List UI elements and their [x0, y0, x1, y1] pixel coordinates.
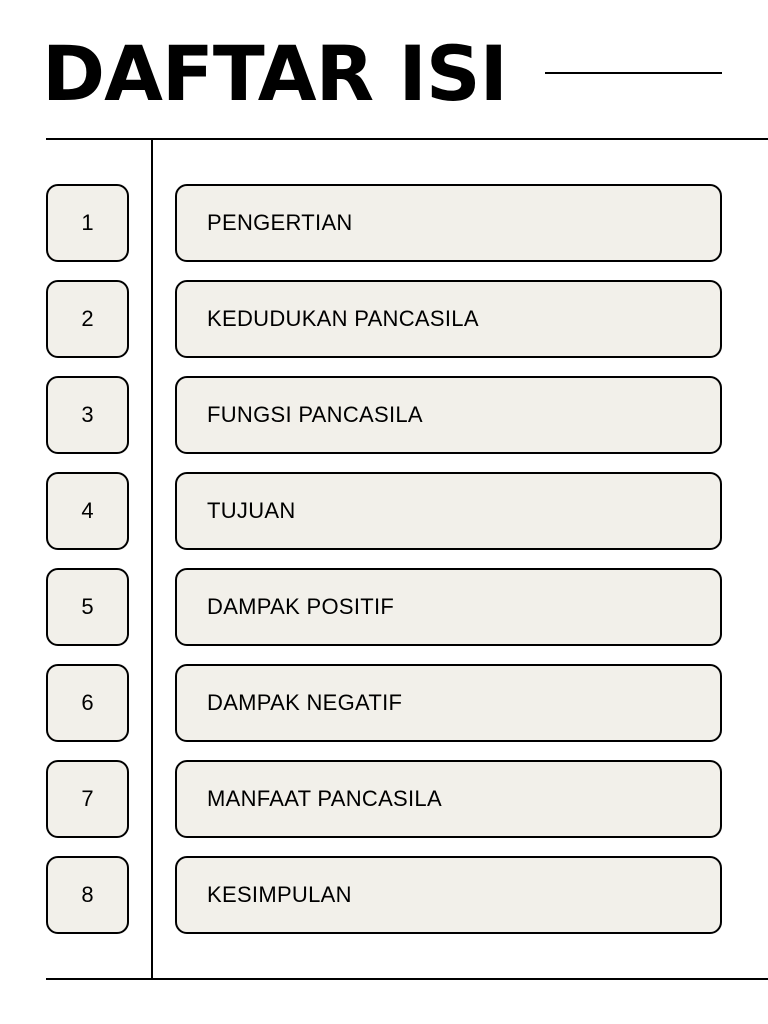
toc-item-label-box[interactable] [175, 760, 722, 838]
table-of-contents [0, 184, 768, 952]
toc-item[interactable] [0, 472, 768, 550]
toc-item-label-box[interactable] [175, 664, 722, 742]
toc-item-label: MANFAAT PANCASILA [207, 786, 442, 811]
toc-item-label-box[interactable] [175, 280, 722, 358]
toc-item-label-box[interactable] [175, 376, 722, 454]
toc-item-number: 4 [46, 472, 129, 550]
top-divider [46, 138, 768, 140]
toc-item-number: 8 [46, 856, 129, 934]
toc-item[interactable] [0, 280, 768, 358]
toc-item-number: 2 [46, 280, 129, 358]
toc-item-label-box[interactable] [175, 472, 722, 550]
toc-item-label: DAMPAK POSITIF [207, 594, 395, 619]
toc-item-label: PENGERTIAN [207, 210, 353, 235]
toc-item-label-box[interactable] [175, 568, 722, 646]
toc-item[interactable] [0, 760, 768, 838]
toc-item-label-box[interactable] [175, 184, 722, 262]
page-title: DAFTAR ISI [42, 29, 507, 118]
toc-item-number: 3 [46, 376, 129, 454]
toc-item-label: KEDUDUKAN PANCASILA [207, 306, 479, 331]
toc-item[interactable] [0, 184, 768, 262]
title-divider [545, 72, 722, 74]
toc-item-number: 1 [46, 184, 129, 262]
toc-item-label: FUNGSI PANCASILA [207, 402, 423, 427]
toc-item-label: KESIMPULAN [207, 882, 352, 907]
toc-item-number: 7 [46, 760, 129, 838]
toc-item[interactable] [0, 856, 768, 934]
toc-item-label: TUJUAN [207, 498, 296, 523]
toc-item[interactable] [0, 664, 768, 742]
bottom-divider [46, 978, 768, 980]
toc-item-number: 6 [46, 664, 129, 742]
toc-item-label-box[interactable] [175, 856, 722, 934]
toc-item[interactable] [0, 376, 768, 454]
toc-item-number: 5 [46, 568, 129, 646]
toc-item-label: DAMPAK NEGATIF [207, 690, 403, 715]
toc-item[interactable] [0, 568, 768, 646]
